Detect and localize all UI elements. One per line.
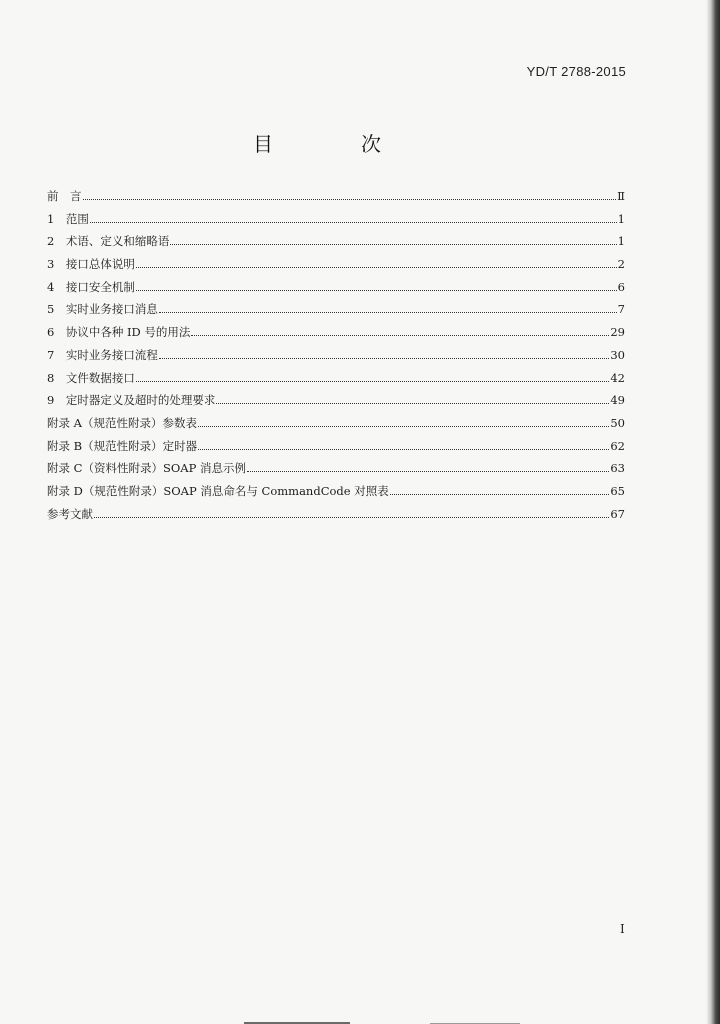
toc-dot-leader — [191, 326, 609, 336]
toc-dot-leader — [94, 508, 609, 518]
toc-entry-page: 7 — [617, 302, 625, 317]
toc-dot-leader — [216, 394, 609, 404]
toc-entry[interactable] — [47, 233, 625, 256]
toc-entry-label: 前 言 — [47, 189, 82, 203]
toc-dot-leader — [198, 417, 609, 427]
toc-entry[interactable] — [47, 188, 625, 211]
toc-entry[interactable] — [47, 256, 625, 279]
toc-entry-label: 8 文件数据接口 — [47, 370, 135, 385]
toc-dot-leader — [170, 235, 616, 245]
toc-entry-page: 1 — [617, 211, 625, 226]
toc-entry-label: 5 实时业务接口消息 — [47, 302, 158, 317]
toc-entry-page: 50 — [610, 415, 625, 430]
toc-dot-leader — [198, 440, 609, 450]
toc-entry-page: Ⅱ — [617, 189, 625, 203]
toc-dot-leader — [90, 213, 617, 223]
toc-entry-page: 6 — [617, 279, 625, 294]
toc-entry-label: 附录 C（资料性附录）SOAP 消息示例 — [47, 461, 246, 476]
toc-entry-label: 9 定时器定义及超时的处理要求 — [47, 393, 216, 408]
toc-entry-page: 29 — [610, 325, 625, 340]
toc-entry-page: 62 — [610, 438, 625, 453]
toc-entry[interactable] — [47, 370, 625, 393]
standard-code: YD/T 2788-2015 — [526, 64, 626, 79]
toc-entry[interactable] — [47, 301, 625, 324]
toc-entry-page: 63 — [610, 461, 625, 476]
toc-entry-label: 附录 B（规范性附录）定时器 — [47, 438, 198, 453]
toc-entry[interactable] — [47, 279, 625, 302]
toc-entry-page: 67 — [610, 506, 625, 521]
toc-entry-label: 2 术语、定义和缩略语 — [47, 234, 170, 249]
toc-dot-leader — [390, 485, 610, 495]
toc-entry-page: 30 — [610, 347, 625, 362]
toc-entry[interactable] — [47, 438, 625, 461]
toc-entry-page: 42 — [610, 370, 625, 385]
scan-edge-shadow — [706, 0, 720, 1024]
page-number: I — [620, 922, 625, 936]
toc-entry-label: 6 协议中各种 ID 号的用法 — [47, 325, 191, 340]
page-title: 目 次 — [253, 132, 415, 156]
toc-entry-page: 49 — [610, 393, 625, 408]
toc-entry-label: 1 范围 — [47, 211, 89, 226]
toc-dot-leader — [247, 462, 609, 472]
toc-entry-label: 附录 A（规范性附录）参数表 — [47, 415, 197, 430]
toc-entry[interactable] — [47, 506, 625, 529]
toc-dot-leader — [136, 258, 617, 268]
toc-entry-page: 65 — [610, 483, 625, 498]
toc-entry[interactable] — [47, 211, 625, 234]
toc-dot-leader — [136, 281, 617, 291]
toc-entry[interactable] — [47, 392, 625, 415]
toc-dot-leader — [136, 372, 610, 382]
toc-entry-page: 1 — [617, 234, 625, 249]
toc-entry-label: 3 接口总体说明 — [47, 257, 135, 272]
toc-entry-page: 2 — [617, 257, 625, 272]
toc-dot-leader — [159, 349, 610, 359]
table-of-contents — [47, 188, 625, 528]
toc-entry[interactable] — [47, 324, 625, 347]
toc-entry[interactable] — [47, 415, 625, 438]
toc-entry[interactable] — [47, 460, 625, 483]
toc-entry-label: 参考文献 — [47, 506, 93, 521]
toc-entry-label: 7 实时业务接口流程 — [47, 347, 158, 362]
toc-entry-label: 附录 D（规范性附录）SOAP 消息命名与 CommandCode 对照表 — [47, 483, 389, 498]
toc-dot-leader — [83, 190, 617, 200]
toc-dot-leader — [159, 303, 617, 313]
toc-entry[interactable] — [47, 347, 625, 370]
toc-entry-label: 4 接口安全机制 — [47, 279, 135, 294]
toc-entry[interactable] — [47, 483, 625, 506]
